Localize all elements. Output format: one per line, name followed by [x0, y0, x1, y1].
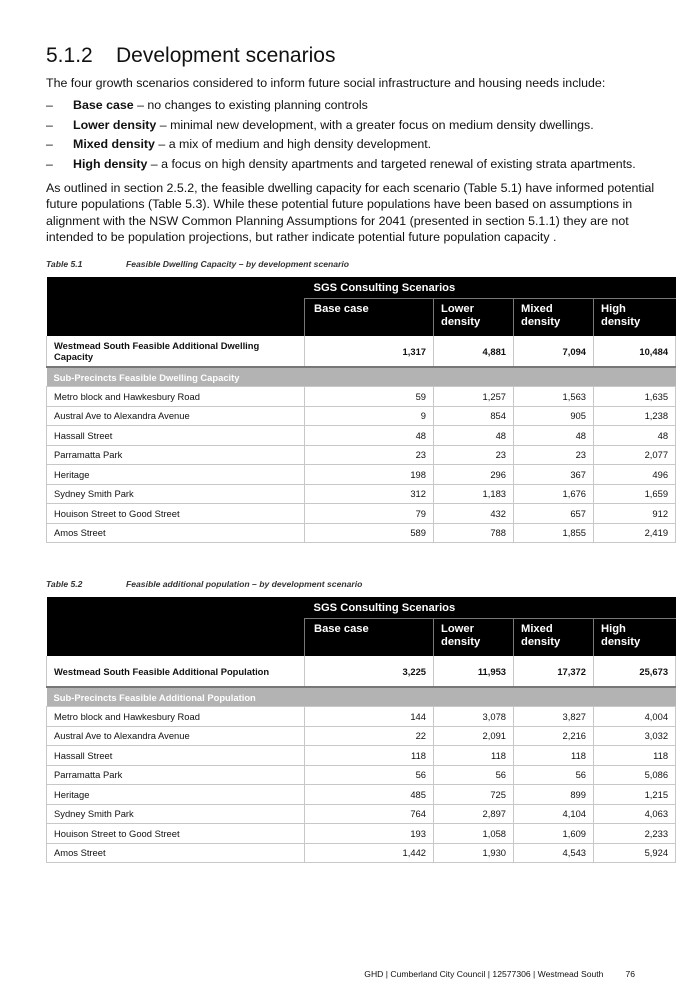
paragraph-line: alignment with the NSW Common Planning Assumptions for 2041 (presented in section 5.1.1) they are not — [46, 213, 629, 228]
intro-text: The four growth scenarios considered to inform future social infrastructure and housing needs include: — [46, 76, 606, 90]
cell-value: 118 — [514, 746, 594, 766]
table-row — [47, 426, 676, 446]
paragraph-line: intended to be population projections, but rather indicate potential future population capacity . — [46, 229, 557, 244]
column-header: Lower density — [434, 299, 514, 337]
cell-value: 1,442 — [305, 843, 434, 863]
cell-value: 48 — [514, 426, 594, 446]
cell-value: 367 — [514, 465, 594, 485]
cell-value: 788 — [434, 523, 514, 543]
table-caption — [46, 259, 349, 269]
cell-value: 764 — [305, 804, 434, 824]
table-caption — [46, 579, 362, 589]
dwelling-capacity-table — [46, 277, 676, 543]
cell-value: 23 — [434, 445, 514, 465]
column-header: Base case — [305, 299, 434, 337]
row-label: Metro block and Hawkesbury Road — [47, 387, 305, 407]
table-row — [47, 523, 676, 543]
total-value: 7,094 — [514, 336, 594, 367]
total-row — [47, 336, 676, 367]
column-header: Mixed density — [514, 299, 594, 337]
group-header: SGS Consulting Scenarios — [305, 597, 676, 619]
cell-value: 9 — [305, 406, 434, 426]
row-label: Austral Ave to Alexandra Avenue — [47, 726, 305, 746]
subheader-label: Sub-Precincts Feasible Dwelling Capacity — [47, 367, 676, 387]
cell-value: 2,233 — [594, 824, 676, 844]
page-number: 76 — [625, 969, 635, 979]
row-label: Hassall Street — [47, 746, 305, 766]
table-row — [47, 746, 676, 766]
list-item — [46, 157, 636, 177]
cell-value: 905 — [514, 406, 594, 426]
total-value: 3,225 — [305, 656, 434, 687]
row-label: Heritage — [47, 465, 305, 485]
total-label: Westmead South Feasible Additional Population — [47, 656, 305, 687]
table-row — [47, 824, 676, 844]
table-row — [47, 504, 676, 524]
total-label: Westmead South Feasible Additional Dwelling Capacity — [47, 336, 305, 367]
cell-value: 4,063 — [594, 804, 676, 824]
bullet-dash: – — [46, 137, 53, 151]
scenario-desc: – minimal new development, with a greater focus on medium density dwellings. — [156, 117, 594, 132]
cell-value: 1,609 — [514, 824, 594, 844]
row-label: Austral Ave to Alexandra Avenue — [47, 406, 305, 426]
column-header: Base case — [305, 619, 434, 657]
bullet-dash: – — [46, 117, 53, 132]
cell-value: 198 — [305, 465, 434, 485]
subheader-row — [47, 687, 676, 707]
row-label: Houison Street to Good Street — [47, 824, 305, 844]
cell-value: 1,215 — [594, 785, 676, 805]
cell-value: 296 — [434, 465, 514, 485]
table-row — [47, 726, 676, 746]
cell-value: 4,543 — [514, 843, 594, 863]
cell-value: 3,078 — [434, 707, 514, 727]
cell-value: 1,676 — [514, 484, 594, 504]
caption-title: Feasible Dwelling Capacity – by development scenario — [126, 259, 350, 269]
cell-value: 56 — [434, 765, 514, 785]
header-blank-cell — [47, 277, 305, 336]
section-heading — [46, 44, 335, 68]
cell-value: 118 — [594, 746, 676, 766]
total-value: 17,372 — [514, 656, 594, 687]
total-row — [47, 656, 676, 687]
cell-value: 56 — [305, 765, 434, 785]
cell-value: 5,086 — [594, 765, 676, 785]
table-row — [47, 765, 676, 785]
total-value: 11,953 — [434, 656, 514, 687]
table-row — [47, 465, 676, 485]
caption-number: Table 5.2 — [46, 579, 83, 589]
cell-value: 1,635 — [594, 387, 676, 407]
cell-value: 589 — [305, 523, 434, 543]
column-header: High density — [594, 619, 676, 657]
cell-value: 118 — [434, 746, 514, 766]
table-row — [47, 484, 676, 504]
row-label: Amos Street — [47, 843, 305, 863]
row-label: Parramatta Park — [47, 765, 305, 785]
table-row — [47, 387, 676, 407]
cell-value: 1,257 — [434, 387, 514, 407]
cell-value: 1,855 — [514, 523, 594, 543]
cell-value: 1,238 — [594, 406, 676, 426]
scenario-desc: – a focus on high density apartments and targeted renewal of existing strata apartments. — [147, 156, 636, 171]
table-row — [47, 445, 676, 465]
cell-value: 432 — [434, 504, 514, 524]
cell-value: 118 — [305, 746, 434, 766]
section-number: 5.1.2 — [46, 44, 93, 67]
row-label: Heritage — [47, 785, 305, 805]
column-header: Lower density — [434, 619, 514, 657]
scenario-desc: – a mix of medium and high density development. — [154, 137, 432, 151]
cell-value: 48 — [594, 426, 676, 446]
group-header: SGS Consulting Scenarios — [305, 277, 676, 299]
list-item — [46, 118, 636, 138]
additional-population-table — [46, 597, 676, 863]
row-label: Sydney Smith Park — [47, 804, 305, 824]
row-label: Houison Street to Good Street — [47, 504, 305, 524]
cell-value: 56 — [514, 765, 594, 785]
subheader-label: Sub-Precincts Feasible Additional Population — [47, 687, 676, 707]
cell-value: 3,827 — [514, 707, 594, 727]
cell-value: 899 — [514, 785, 594, 805]
cell-value: 2,419 — [594, 523, 676, 543]
cell-value: 2,216 — [514, 726, 594, 746]
total-value: 1,317 — [305, 336, 434, 367]
caption-number: Table 5.1 — [46, 259, 83, 269]
paragraph-line: As outlined in section 2.5.2, the feasible dwelling capacity for each scenario (Table 5.1) have informed potential — [46, 181, 655, 195]
cell-value: 5,924 — [594, 843, 676, 863]
scenario-list — [46, 98, 636, 176]
scenario-term: High density — [73, 156, 148, 171]
cell-value: 2,897 — [434, 804, 514, 824]
paragraph-line: future populations (Table 5.3). While these potential future populations have been based on assumptions in — [46, 197, 633, 212]
cell-value: 144 — [305, 707, 434, 727]
cell-value: 23 — [514, 445, 594, 465]
cell-value: 1,058 — [434, 824, 514, 844]
row-label: Sydney Smith Park — [47, 484, 305, 504]
cell-value: 1,183 — [434, 484, 514, 504]
cell-value: 1,659 — [594, 484, 676, 504]
cell-value: 3,032 — [594, 726, 676, 746]
subheader-row — [47, 367, 676, 387]
row-label: Metro block and Hawkesbury Road — [47, 707, 305, 727]
cell-value: 496 — [594, 465, 676, 485]
page-footer — [364, 969, 635, 979]
cell-value: 657 — [514, 504, 594, 524]
column-header: High density — [594, 299, 676, 337]
cell-value: 2,077 — [594, 445, 676, 465]
scenario-term: Base case — [73, 98, 134, 112]
cell-value: 2,091 — [434, 726, 514, 746]
row-label: Hassall Street — [47, 426, 305, 446]
bullet-dash: – — [46, 98, 53, 112]
cell-value: 725 — [434, 785, 514, 805]
footer-text: GHD | Cumberland City Council | 12577306 | Westmead South — [364, 969, 604, 979]
cell-value: 912 — [594, 504, 676, 524]
scenario-term: Mixed density — [73, 137, 155, 151]
header-blank-cell — [47, 597, 305, 656]
cell-value: 79 — [305, 504, 434, 524]
scenario-term: Lower density — [73, 117, 157, 132]
cell-value: 48 — [434, 426, 514, 446]
scenario-desc: – no changes to existing planning controls — [133, 98, 368, 112]
row-label: Parramatta Park — [47, 445, 305, 465]
table-row — [47, 406, 676, 426]
cell-value: 23 — [305, 445, 434, 465]
list-item — [46, 137, 636, 157]
cell-value: 485 — [305, 785, 434, 805]
cell-value: 4,004 — [594, 707, 676, 727]
cell-value: 59 — [305, 387, 434, 407]
cell-value: 193 — [305, 824, 434, 844]
cell-value: 1,563 — [514, 387, 594, 407]
cell-value: 1,930 — [434, 843, 514, 863]
section-title: Development scenarios — [116, 44, 336, 67]
column-header: Mixed density — [514, 619, 594, 657]
row-label: Amos Street — [47, 523, 305, 543]
cell-value: 312 — [305, 484, 434, 504]
table-row — [47, 843, 676, 863]
cell-value: 48 — [305, 426, 434, 446]
bullet-dash: – — [46, 156, 53, 171]
caption-title: Feasible additional population – by development scenario — [126, 579, 363, 589]
table-row — [47, 707, 676, 727]
list-item — [46, 98, 636, 118]
table-row — [47, 804, 676, 824]
total-value: 4,881 — [434, 336, 514, 367]
table-row — [47, 785, 676, 805]
total-value: 25,673 — [594, 656, 676, 687]
cell-value: 22 — [305, 726, 434, 746]
cell-value: 854 — [434, 406, 514, 426]
body-paragraph — [46, 180, 654, 245]
cell-value: 4,104 — [514, 804, 594, 824]
total-value: 10,484 — [594, 336, 676, 367]
